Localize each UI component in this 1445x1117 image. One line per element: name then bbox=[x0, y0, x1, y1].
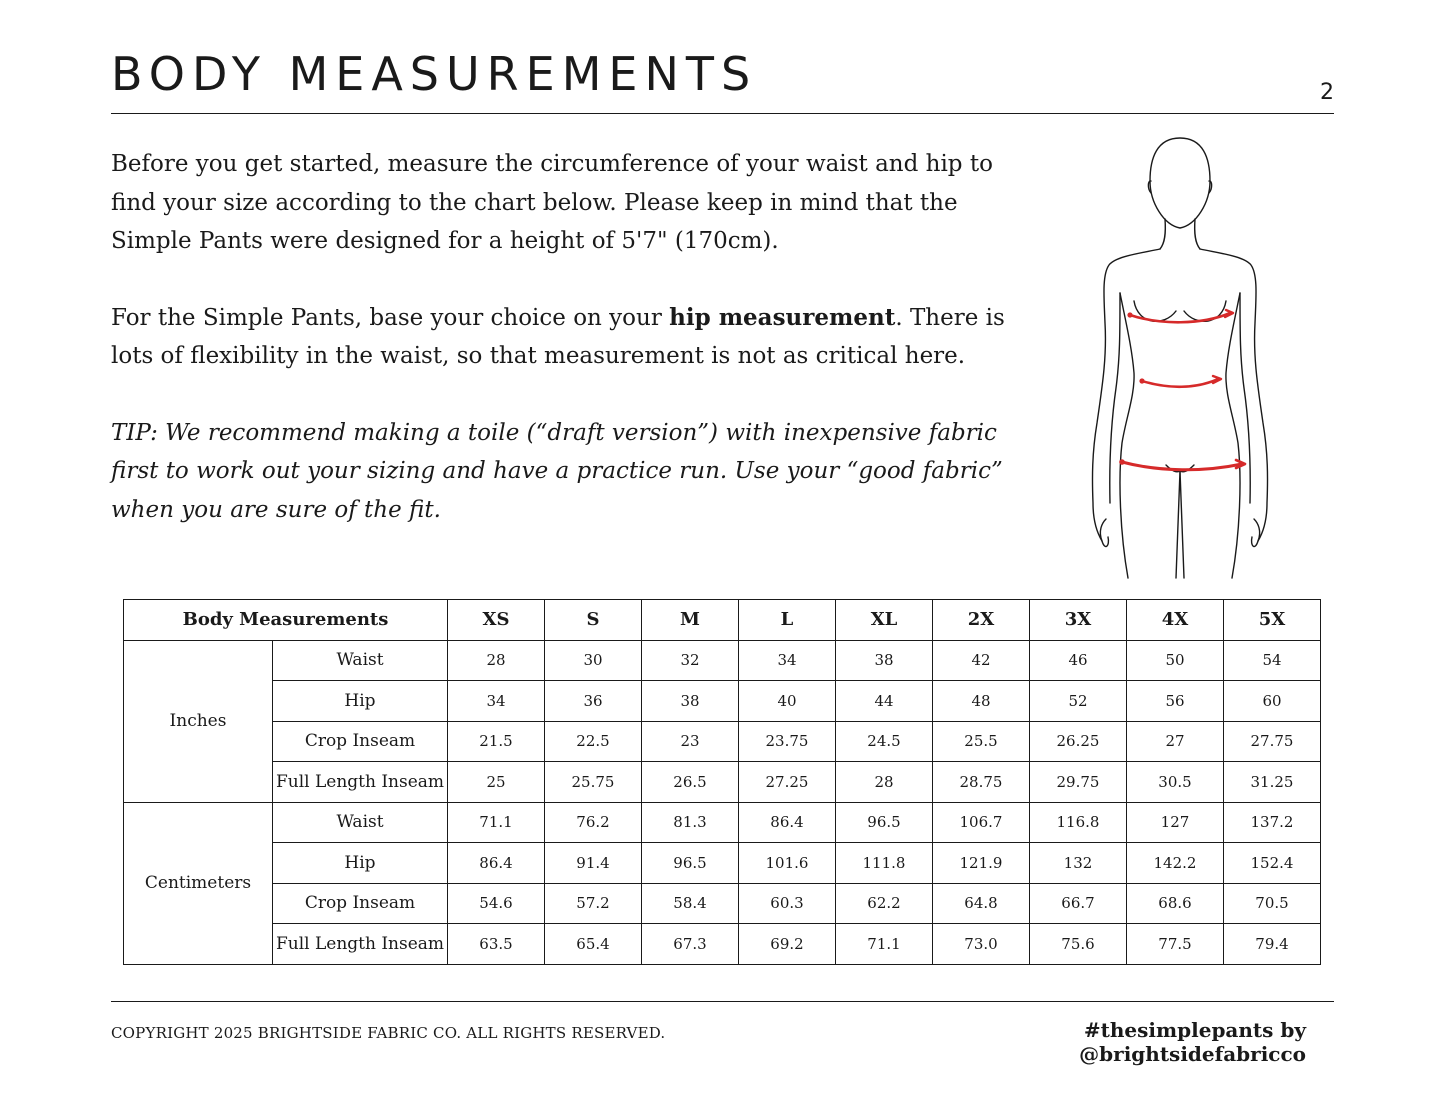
table-row bbox=[124, 721, 1321, 762]
body-measurement-figure-icon bbox=[1080, 133, 1280, 583]
table-row bbox=[124, 924, 1321, 965]
measurement-value: 25.75 bbox=[545, 762, 642, 803]
measurement-label: Full Length Inseam bbox=[273, 762, 448, 803]
size-header: M bbox=[642, 600, 739, 641]
measurement-value: 30 bbox=[545, 640, 642, 681]
measurement-value: 60 bbox=[1224, 681, 1321, 722]
table-row bbox=[124, 681, 1321, 722]
measurement-value: 69.2 bbox=[739, 924, 836, 965]
intro-p2-lead: For the Simple Pants, base your choice on your bbox=[111, 304, 670, 331]
measurement-value: 30.5 bbox=[1127, 762, 1224, 803]
measurement-value: 127 bbox=[1127, 802, 1224, 843]
social-hashtag: #thesimplepants by @brightsidefabricco bbox=[1079, 1018, 1306, 1066]
size-header: S bbox=[545, 600, 642, 641]
measurement-value: 76.2 bbox=[545, 802, 642, 843]
measurement-value: 34 bbox=[448, 681, 545, 722]
measurement-value: 42 bbox=[933, 640, 1030, 681]
footer-divider bbox=[111, 1001, 1334, 1002]
measurement-label: Waist bbox=[273, 802, 448, 843]
measurement-value: 54 bbox=[1224, 640, 1321, 681]
intro-p2-tail: . There is lots of flexibility in the waist, so that measurement is not as critical here. bbox=[111, 304, 1005, 369]
unit-group-label: Inches bbox=[124, 640, 273, 802]
measurement-label: Crop Inseam bbox=[273, 883, 448, 924]
measurement-value: 27 bbox=[1127, 721, 1224, 762]
page-title: BODY MEASUREMENTS bbox=[111, 47, 758, 101]
measurement-value: 66.7 bbox=[1030, 883, 1127, 924]
measurement-value: 62.2 bbox=[836, 883, 933, 924]
measurement-value: 44 bbox=[836, 681, 933, 722]
size-header: 2X bbox=[933, 600, 1030, 641]
table-row bbox=[124, 762, 1321, 803]
measurement-value: 77.5 bbox=[1127, 924, 1224, 965]
measurement-value: 73.0 bbox=[933, 924, 1030, 965]
measurement-value: 152.4 bbox=[1224, 843, 1321, 884]
measurement-value: 27.75 bbox=[1224, 721, 1321, 762]
intro-paragraph-1: Before you get started, measure the circumference of your waist and hip to find your size according to the chart below. Please keep in mind that the Simple Pants were designed for a height of 5'7" (170cm). bbox=[111, 151, 993, 254]
measurement-value: 60.3 bbox=[739, 883, 836, 924]
page-number: 2 bbox=[1320, 80, 1334, 105]
table-row bbox=[124, 883, 1321, 924]
measurement-value: 96.5 bbox=[836, 802, 933, 843]
measurement-value: 23 bbox=[642, 721, 739, 762]
size-header: XS bbox=[448, 600, 545, 641]
size-header: L bbox=[739, 600, 836, 641]
measurement-value: 36 bbox=[545, 681, 642, 722]
measurement-value: 64.8 bbox=[933, 883, 1030, 924]
measurement-value: 63.5 bbox=[448, 924, 545, 965]
measurement-value: 31.25 bbox=[1224, 762, 1321, 803]
size-chart-table bbox=[123, 599, 1321, 965]
measurement-label: Crop Inseam bbox=[273, 721, 448, 762]
measurement-label: Waist bbox=[273, 640, 448, 681]
table-row bbox=[124, 640, 1321, 681]
measurement-value: 23.75 bbox=[739, 721, 836, 762]
measurement-value: 75.6 bbox=[1030, 924, 1127, 965]
measurement-value: 40 bbox=[739, 681, 836, 722]
table-corner-header: Body Measurements bbox=[124, 600, 448, 641]
table-header-row bbox=[124, 600, 1321, 641]
measurement-value: 86.4 bbox=[739, 802, 836, 843]
measurement-value: 28 bbox=[836, 762, 933, 803]
size-header: 5X bbox=[1224, 600, 1321, 641]
measurement-value: 70.5 bbox=[1224, 883, 1321, 924]
table-row bbox=[124, 802, 1321, 843]
measurement-value: 38 bbox=[642, 681, 739, 722]
measurement-label: Hip bbox=[273, 681, 448, 722]
tip-paragraph: TIP: We recommend making a toile (“draft version”) with inexpensive fabric first to work out your sizing and have a practice run. Use your “good fabric” when you are sure of the fit. bbox=[111, 419, 1003, 523]
measurement-value: 111.8 bbox=[836, 843, 933, 884]
measurement-value: 38 bbox=[836, 640, 933, 681]
measurement-value: 25 bbox=[448, 762, 545, 803]
measurement-value: 121.9 bbox=[933, 843, 1030, 884]
measurement-value: 81.3 bbox=[642, 802, 739, 843]
measurement-value: 56 bbox=[1127, 681, 1224, 722]
measurement-value: 48 bbox=[933, 681, 1030, 722]
measurement-value: 58.4 bbox=[642, 883, 739, 924]
measurement-value: 79.4 bbox=[1224, 924, 1321, 965]
measurement-label: Full Length Inseam bbox=[273, 924, 448, 965]
measurement-value: 24.5 bbox=[836, 721, 933, 762]
measurement-value: 65.4 bbox=[545, 924, 642, 965]
measurement-value: 22.5 bbox=[545, 721, 642, 762]
measurement-value: 28.75 bbox=[933, 762, 1030, 803]
measurement-value: 71.1 bbox=[448, 802, 545, 843]
measurement-value: 27.25 bbox=[739, 762, 836, 803]
intro-paragraph-2 bbox=[111, 299, 1011, 376]
size-header: XL bbox=[836, 600, 933, 641]
measurement-value: 46 bbox=[1030, 640, 1127, 681]
header-divider bbox=[111, 113, 1334, 114]
size-header: 3X bbox=[1030, 600, 1127, 641]
intro-text bbox=[111, 145, 1011, 567]
measurement-value: 132 bbox=[1030, 843, 1127, 884]
intro-p2-emphasis: hip measurement bbox=[669, 303, 896, 331]
measurement-value: 34 bbox=[739, 640, 836, 681]
measurement-value: 68.6 bbox=[1127, 883, 1224, 924]
measurement-value: 29.75 bbox=[1030, 762, 1127, 803]
measurement-value: 57.2 bbox=[545, 883, 642, 924]
measurement-value: 91.4 bbox=[545, 843, 642, 884]
measurement-value: 106.7 bbox=[933, 802, 1030, 843]
measurement-value: 21.5 bbox=[448, 721, 545, 762]
measurement-label: Hip bbox=[273, 843, 448, 884]
measurement-value: 32 bbox=[642, 640, 739, 681]
measurement-value: 25.5 bbox=[933, 721, 1030, 762]
measurement-value: 116.8 bbox=[1030, 802, 1127, 843]
measurement-value: 52 bbox=[1030, 681, 1127, 722]
size-header: 4X bbox=[1127, 600, 1224, 641]
table-row bbox=[124, 843, 1321, 884]
measurement-value: 137.2 bbox=[1224, 802, 1321, 843]
measurement-value: 71.1 bbox=[836, 924, 933, 965]
measurement-value: 142.2 bbox=[1127, 843, 1224, 884]
measurement-value: 101.6 bbox=[739, 843, 836, 884]
copyright-notice: COPYRIGHT 2025 BRIGHTSIDE FABRIC CO. ALL RIGHTS RESERVED. bbox=[111, 1024, 666, 1042]
measurement-value: 86.4 bbox=[448, 843, 545, 884]
measurement-value: 67.3 bbox=[642, 924, 739, 965]
unit-group-label: Centimeters bbox=[124, 802, 273, 964]
measurement-value: 54.6 bbox=[448, 883, 545, 924]
measurement-value: 50 bbox=[1127, 640, 1224, 681]
measurement-value: 26.25 bbox=[1030, 721, 1127, 762]
measurement-value: 28 bbox=[448, 640, 545, 681]
measurement-value: 96.5 bbox=[642, 843, 739, 884]
measurement-value: 26.5 bbox=[642, 762, 739, 803]
